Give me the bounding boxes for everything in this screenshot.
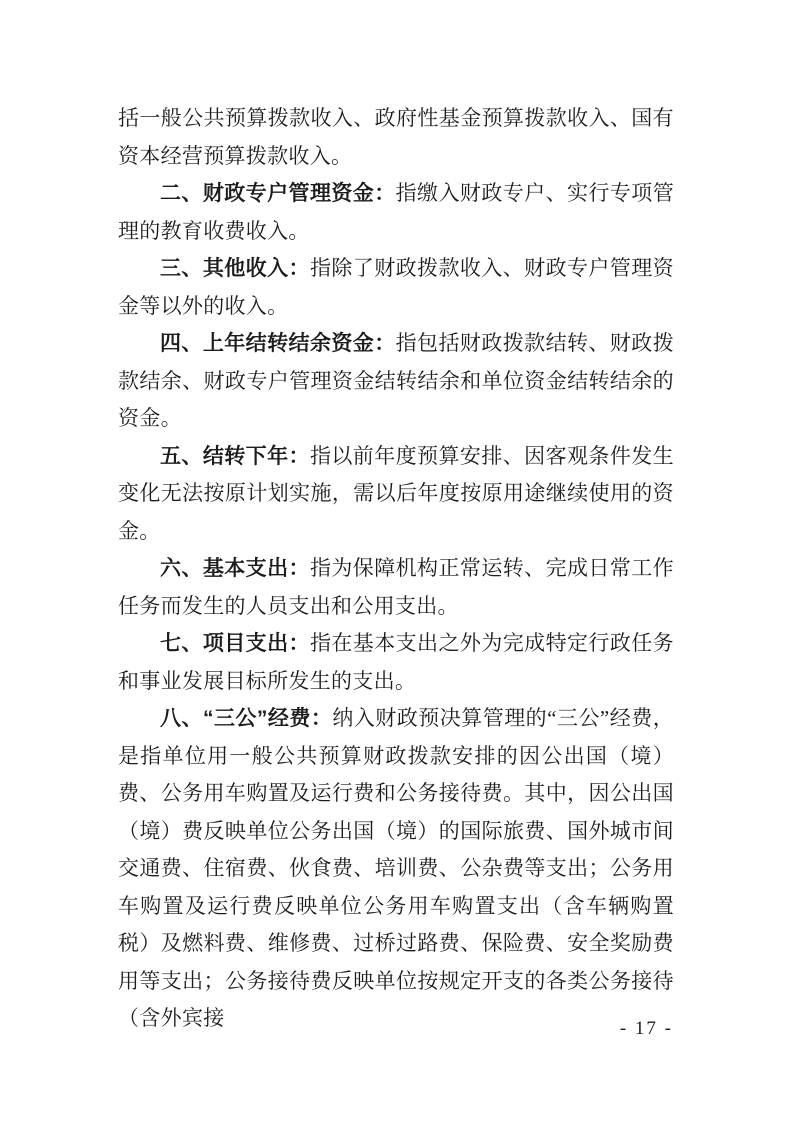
paragraph-text: 指缴入财政专户、实行专项管理的教育收费收入。 bbox=[118, 181, 674, 243]
paragraph bbox=[118, 325, 674, 438]
paragraph-lead: 二、财政专户管理资金： bbox=[160, 182, 396, 205]
paragraph-lead: 四、上年结转结余资金： bbox=[160, 332, 396, 355]
paragraph-text: 指除了财政拨款收入、财政专户管理资金等以外的收入。 bbox=[118, 256, 674, 318]
paragraph bbox=[118, 100, 674, 175]
paragraph bbox=[118, 175, 674, 250]
paragraph-text: 指以前年度预算安排、因客观条件发生变化无法按原计划实施，需以后年度按原用途继续使用的资金。 bbox=[118, 443, 674, 543]
paragraph-text: 指在基本支出之外为完成特定行政任务和事业发展目标所发生的支出。 bbox=[118, 631, 674, 693]
paragraph-lead: 五、结转下年： bbox=[160, 444, 310, 468]
paragraph-lead: 七、项目支出： bbox=[160, 632, 310, 655]
paragraph bbox=[118, 625, 674, 700]
document-body bbox=[118, 100, 674, 1038]
paragraph-lead: 三、其他收入： bbox=[160, 257, 310, 280]
paragraph-text: 指为保障机构正常运转、完成日常工作任务而发生的人员支出和公用支出。 bbox=[118, 556, 674, 618]
paragraph-text: 指包括财政拨款结转、财政拨款结余、财政专户管理资金结转结余和单位资金结转结余的资金。 bbox=[118, 331, 674, 430]
paragraph bbox=[118, 700, 674, 1038]
paragraph-lead: 八、“三公”经费： bbox=[160, 707, 333, 730]
paragraph bbox=[118, 438, 674, 551]
paragraph-text: 括一般公共预算拨款收入、政府性基金预算拨款收入、国有资本经营预算拨款收入。 bbox=[118, 106, 674, 168]
paragraph-text: 纳入财政预决算管理的“三公”经费，是指单位用一般公共预算财政拨款安排的因公出国（境）费、公务用车购置及运行费和公务接待费。其中，因公出国（境）费反映单位公务出国（境）的国际旅费、国外城市间交通费、住宿费、伙食费、培训费、公杂费等支出；公务用车购置及运行费反映单位公务用车购置支出（含车辆购置税）及燃料费、维修费、过桥过路费、保险费、安全奖励费用等支出；公务接待费反映单位按规定开支的各类公务接待（含外宾接 bbox=[118, 706, 674, 1030]
paragraph-lead: 六、基本支出： bbox=[160, 557, 310, 580]
paragraph bbox=[118, 550, 674, 625]
page-number: - 17 - bbox=[619, 1018, 673, 1039]
paragraph bbox=[118, 250, 674, 325]
